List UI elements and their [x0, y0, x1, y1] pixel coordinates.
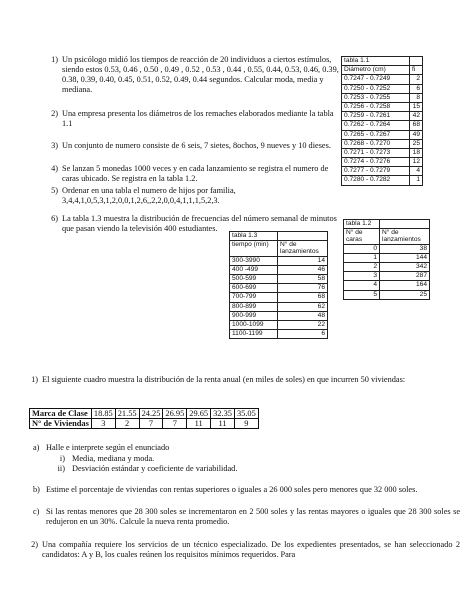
- table-1-3-header-tiempo: tiempo (min): [230, 241, 278, 257]
- q2-number: 2): [51, 109, 58, 118]
- table-row: 500-599 58: [230, 275, 328, 284]
- table-1-3-title: tabla 1.3: [230, 232, 278, 241]
- table-1-2-header-lanzamientos: N° de lanzamientos: [380, 229, 430, 245]
- table-1-2: [343, 219, 430, 300]
- q5-number: 5): [51, 186, 58, 195]
- table-row: 1 144: [344, 253, 430, 262]
- part-c-text: Si las rentas menores que 28 300 soles se incrementaron en 2 500 soles y las rentas mayores o iguales que 28 300 soles se redujeron en un 30%. Calcule la nueva renta promedio.: [46, 507, 460, 527]
- q6-number: 6): [51, 214, 58, 223]
- q5-text: Ordenar en una tabla el numero de hijos por familia, 3,4,4,1,0,5,3,1,2,0,0,1,2,6,,2,2,0,0,4,1,1,1,5,2,3.: [62, 186, 236, 206]
- table-row: 2 342: [344, 263, 430, 272]
- part-a-i-text: Media, mediana y moda.: [72, 454, 155, 463]
- table-row: 1000-1099 22: [230, 321, 328, 330]
- table-1-1-title: tabla 1.1: [342, 57, 410, 66]
- table-row: 4 164: [344, 281, 430, 290]
- table-row: 5 25: [344, 290, 430, 299]
- q3-number: 3): [51, 141, 58, 150]
- q2-text: Una empresa presenta los diámetros de los remaches elaborados mediante la tabla 1.1: [62, 109, 334, 129]
- s2-q1-number: 1): [31, 375, 38, 384]
- renta-table: Marca de Clase 18.85 21.55 24.25 26.95 29.65 32.35 35.05 N° de Viviendas 3 2 7 7 11 11 9: [29, 408, 259, 429]
- part-b-label: b): [33, 485, 40, 494]
- table-row: 0.7247 - 0.7249 2: [342, 75, 423, 84]
- table-1-3: [229, 231, 328, 339]
- table-1-3-header-lanzamientos: N° de lanzamientos: [278, 241, 328, 257]
- table-row: 0.7256 - 0.7258 15: [342, 102, 423, 111]
- table-row: 1100-1199 6: [230, 330, 328, 339]
- q1-number: 1): [51, 55, 58, 64]
- renta-row1-label: Marca de Clase: [30, 409, 92, 419]
- s2-q2-text: Una compañía requiere los servicios de un técnico especializado. De los expedientes presentados, se han seleccionado 2 candidatos: A y B, los cuales reúnen los requisitos mínimos requeridos. Para: [42, 540, 460, 560]
- renta-row2-label: N° de Viviendas: [30, 419, 92, 429]
- part-a-label: a): [33, 443, 40, 452]
- table-row: 0.7271 - 0.7273 18: [342, 148, 423, 157]
- table-row: 800-899 62: [230, 302, 328, 311]
- q6-text: La tabla 1.3 muestra la distribución de frecuencias del número semanal de minutos que pasan viendo la televisión 400 estudiantes.: [62, 214, 337, 234]
- part-a-text: Halle e interprete según el enunciado: [46, 443, 170, 452]
- table-row: 3 287: [344, 272, 430, 281]
- table-1-1-header-diametro: Diámetro (cm): [342, 66, 410, 75]
- table-row: 0.7274 - 0.7276 12: [342, 158, 423, 167]
- table-row: 600-699 76: [230, 284, 328, 293]
- table-row: 0.7277 - 0.7279 4: [342, 167, 423, 176]
- s2-q1-text: El siguiente cuadro muestra la distribución de la renta anual (en miles de soles) en que incurren 50 viviendas:: [42, 375, 406, 384]
- table-row: 400 -499 46: [230, 265, 328, 274]
- part-a-i-label: i): [59, 454, 65, 463]
- table-row: 300-3990 14: [230, 256, 328, 265]
- part-a-ii-text: Desviación estándar y coeficiente de variabilidad.: [72, 464, 238, 473]
- table-row: 0.7280 - 0.7282 1: [342, 176, 423, 185]
- table-row: 0.7262 - 0.7264 68: [342, 121, 423, 130]
- table-row: 0.7265 - 0.7267 49: [342, 130, 423, 139]
- q4-text: Se lanzan 5 monedas 1000 veces y en cada lanzamiento se registra el numero de caras ubicado. Se registra en la tabla 1.2.: [62, 164, 329, 184]
- table-1-2-header-caras: N° de caras: [344, 229, 380, 245]
- q1-text: Un psicólogo midió los tiempos de reacción de 20 individuos a ciertos estímulos, siendo estos 0.53, 0.46 , 0.50 , 0.49 , 0.52 , 0.53 , 0.44 , 0.55, 0.44, 0.53, 0.46, 0.39, 0.38, 0.39, 0.40, 0.45, 0.51, 0.52, 0.49, 0.44 segundos. Calcular moda, media y mediana.: [62, 55, 339, 95]
- part-a-ii-label: ii): [57, 464, 65, 473]
- table-row: 900-999 48: [230, 311, 328, 320]
- table-row: 0.7259 - 0.7261 42: [342, 112, 423, 121]
- table-row: 0.7268 - 0.7270 25: [342, 139, 423, 148]
- table-row: 700-799 68: [230, 293, 328, 302]
- table-row: 0 38: [344, 244, 430, 253]
- table-row: 0.7253 - 0.7255 8: [342, 93, 423, 102]
- part-b-text: Estime el porcentaje de viviendas con rentas superiores o iguales a 26 000 soles pero menores que 32 000 soles.: [46, 485, 418, 494]
- table-row: 0.7250 - 0.7252 6: [342, 84, 423, 93]
- q4-number: 4): [51, 164, 58, 173]
- s2-q2-number: 2): [31, 540, 38, 549]
- table-1-1-header-fi: fi: [410, 66, 423, 75]
- part-c-label: c): [33, 507, 40, 516]
- q3-text: Un conjunto de numero consiste de 6 seis, 7 sietes, 8ochos, 9 nueves y 10 dieses.: [62, 141, 331, 150]
- table-1-1: [341, 56, 423, 186]
- table-1-2-title: tabla 1.2: [344, 220, 380, 229]
